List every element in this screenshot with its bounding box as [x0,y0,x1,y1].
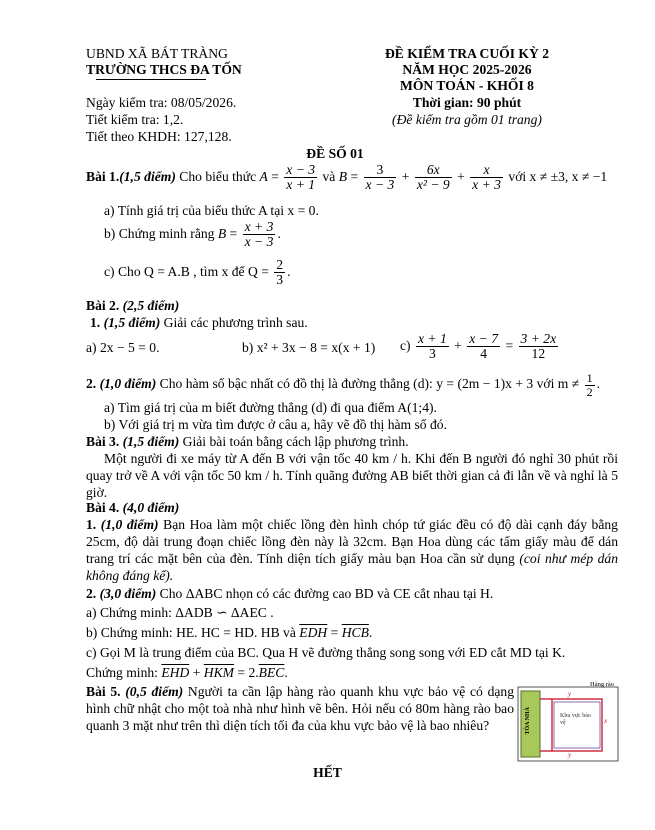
y-label-bottom: y [568,751,572,759]
bai5-body: Bài 5. (0,5 điểm) Người ta cần lập hàng rào quanh khu vực bảo vệ có dạng hình chữ nhật cho một toà nhà như hình vẽ bên. Hỏi nếu có 80m hàng rào bao quanh 3 mặt như trên thì diện tích tối đa của khu vực bảo vệ là bao nhiêu? [86,684,514,733]
bai4-part2: 2. (3,0 điểm) Cho ΔABC nhọn có các đường cao BD và CE cắt nhau tại H. [86,586,494,601]
bai1-part-b: b) Chứng minh rằng B = $\frac{x + 3}{x - 3}$ . [104,219,281,250]
bai5-figure [516,681,621,763]
bai2-eq-a: a) 2x − 5 = 0. [86,340,160,355]
bai2-eq-c: c) $\frac{x + 1}{3}$ + $\frac{x - 7}{4}$ = $\frac{3 + 2x}{12}$ [400,331,557,362]
bai3-heading: Bài 3. (1,5 điểm) Giải bài toán bằng cách lập phương trình. [86,434,409,449]
exam-period: Tiết kiểm tra: 1,2. [86,112,184,127]
exam-plan: Tiết theo KHDH: 127,128. [86,129,232,144]
bai4-part1: 1. (1,0 điểm) Bạn Hoa làm một chiếc lồng đèn hình chóp tứ giác đều có độ dài cạnh đáy bằng 25cm, độ dài trung đoạn chiếc lồng đèn này là 32cm. Bạn Hoa dùng các tấm giấy màu để dán trang trí các mặt bên của đèn. Tính diện tích giấy màu bạn Hoa cần sử dụng (coi như mép dán không đáng kể). [86,517,618,583]
bai4-part2-b: b) Chứng minh: HE. HC = HD. HB và $\overline{EDH} = \overline{HCB}$. [86,625,373,640]
bai4-heading: Bài 4. (4,0 điểm) [86,500,180,515]
school-year: NĂM HỌC 2025-2026 [402,62,532,77]
page-title: ĐỀ SỐ 01 [306,146,364,161]
header-underline [96,79,206,80]
end-mark: HẾT [313,765,342,780]
bai3-body: Một người đi xe máy từ A đến B với vận tốc 40 km / h. Khi đến B người đó nghỉ 30 phút rồi quay trở về A với vận tốc 50 km / h. Tính quãng đường AB biết thời gian cả đi lẫn về và nghỉ là 5 giờ. [86,451,618,500]
bai4-part2-c: c) Gọi M là trung điểm của BC. Qua H vẽ đường thẳng song song với ED cắt MD tại K. [86,645,566,660]
bai2-heading: Bài 2. (2,5 điểm) [86,298,180,313]
duration: Thời gian: 90 phút [412,95,522,110]
bai1-statement: Bài 1.(1,5 điểm) Cho biểu thức A = $\frac{x - 3}{x + 1}$ và B = $\frac{3}{x - 3}$ + $\frac{6x}{\text{x² − 9}}$ + $\frac{x}{x + 3}$ với x ≠ ±3, x ≠ −1 [86,162,608,193]
bai2-part2-b: b) Với giá trị m vừa tìm được ở câu a, hãy vẽ đồ thị hàm số đó. [104,417,447,432]
y-label-top: y [568,690,572,698]
bai2-part1: 1. (1,5 điểm) Giải các phương trình sau. [90,315,308,330]
bai2-eq-b: b) x² + 3x − 8 = x(x + 1) [242,340,376,355]
fence-label: Hàng rào [590,681,615,688]
bai2-part2-a: a) Tìm giá trị của m biết đường thẳng (d) đi qua điểm A(1;4). [104,400,437,415]
header-school: TRƯỜNG THCS ĐA TỐN [86,62,242,77]
page-count-note: (Đề kiểm tra gồm 01 trang) [392,112,542,127]
subject: MÔN TOÁN - KHỐI 8 [400,78,534,93]
bai1-part-a: a) Tính giá trị của biểu thức A tại x = 0. [104,203,319,218]
bai1-part-c: c) Cho Q = A.B , tìm x để Q = $\frac{2}{3}$ . [104,257,291,288]
header-district: UBND XÃ BÁT TRÀNG [86,46,228,61]
exam-title: ĐỀ KIỂM TRA CUỐI KỲ 2 [384,46,550,61]
protected-area-label: Khu vực bảo vệ [560,713,591,726]
bai4-part2-c-proof: Chứng minh: $\overline{EHD} + \overline{HKM} = 2.\overline{BEC}$. [86,665,288,680]
exam-date: Ngày kiểm tra: 08/05/2026. [86,95,237,110]
building-label: TÒA NHÀ [525,707,531,735]
x-label: x [604,717,608,725]
bai4-part2-a: a) Chứng minh: ΔADB ∽ ΔAEC . [86,605,274,620]
bai2-part2: 2. (1,0 điểm) Cho hàm số bậc nhất có đồ thị là đường thẳng (d): y = (2m − 1)x + 3 với m ≠ $\frac{1}{2}$ . [86,371,601,399]
